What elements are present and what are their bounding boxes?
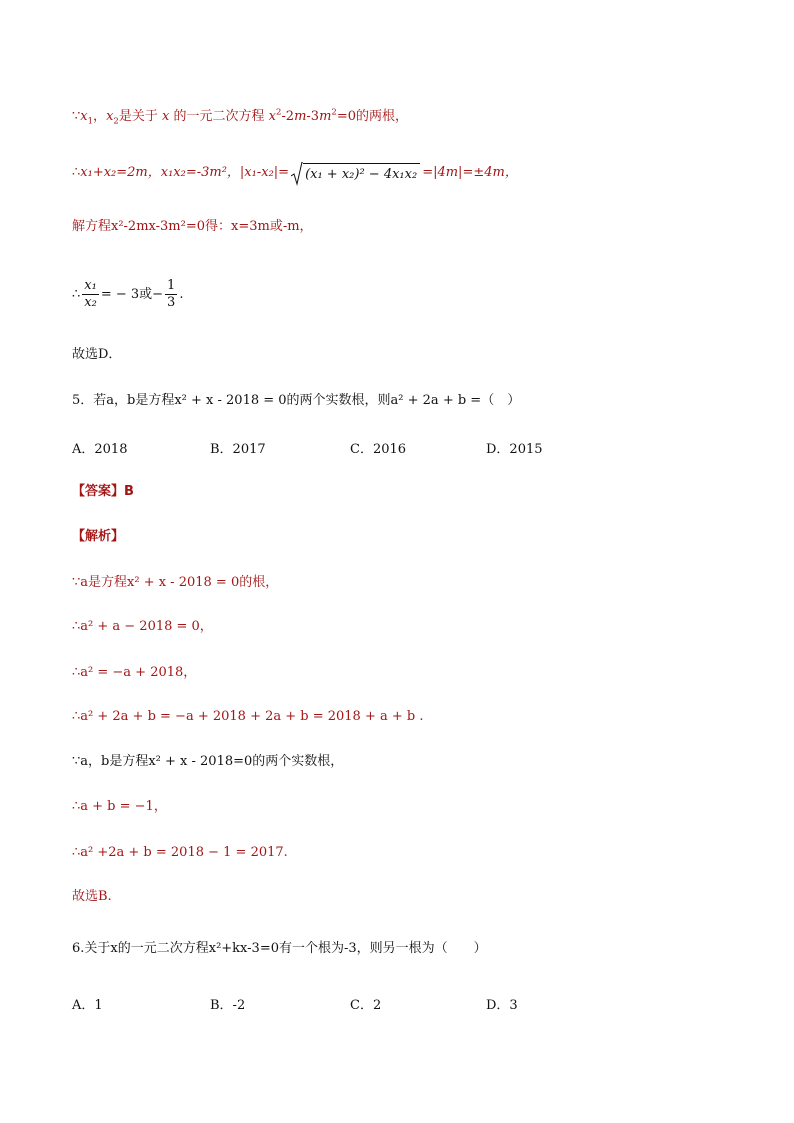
radicand: (x₁ + x₂)² − 4x₁x₂ bbox=[303, 163, 420, 184]
text: 的一元二次方程 bbox=[173, 109, 265, 124]
solution-line-2 bbox=[72, 162, 518, 184]
q5-option-b[interactable]: B．2017 bbox=[210, 442, 266, 457]
fraction-denominator: 3 bbox=[167, 295, 176, 310]
therefore-symbol: ∴ bbox=[72, 165, 81, 180]
step-text: ∴a + b = −1， bbox=[72, 799, 167, 814]
because-symbol: ∵ bbox=[72, 109, 81, 124]
sup-2: 2 bbox=[275, 107, 282, 118]
therefore-symbol: ∴ bbox=[72, 286, 81, 302]
solve-equation-text: 解方程x²-2mx-3m²=0得：x=3m或-m， bbox=[72, 219, 313, 234]
analysis-step-8 bbox=[72, 888, 112, 906]
question-5-stem bbox=[72, 392, 520, 410]
var-x: x bbox=[80, 109, 88, 124]
analysis-step-7 bbox=[72, 844, 288, 862]
q5-option-a[interactable]: A．2018 bbox=[72, 442, 128, 457]
var-x: x bbox=[161, 109, 170, 124]
q5-option-d[interactable]: D．2015 bbox=[486, 442, 543, 457]
analysis-step-4 bbox=[72, 708, 423, 726]
var-x: x bbox=[106, 109, 114, 124]
analysis-step-3 bbox=[72, 664, 196, 682]
fraction-numerator: x₁ bbox=[84, 278, 97, 293]
analysis-step-1 bbox=[72, 574, 278, 592]
step-text: ∴a² = −a + 2018， bbox=[72, 665, 197, 680]
q5-option-c[interactable]: C．2016 bbox=[350, 442, 407, 457]
step-text: ∴a² + 2a + b = −a + 2018 + 2a + b = 2018 + a + b . bbox=[72, 709, 424, 724]
analysis-step-5 bbox=[72, 753, 343, 771]
comma: ， bbox=[93, 109, 107, 124]
fraction-numerator: 1 bbox=[167, 278, 176, 293]
radical-sign-icon bbox=[291, 162, 303, 184]
step-text: ∵a是方程x² + x - 2018 = 0的根， bbox=[72, 575, 279, 590]
question-text: 6.关于x的一元二次方程x²+kx-3=0有一个根为-3，则另一根为（ ） bbox=[72, 941, 487, 956]
sqrt-expression bbox=[291, 162, 420, 184]
sup-2: 2 bbox=[331, 107, 337, 118]
solution-conclusion bbox=[72, 346, 121, 364]
text: -2 bbox=[281, 109, 295, 124]
solution-line-4 bbox=[72, 278, 183, 311]
analysis-title: 【解析】 bbox=[72, 529, 125, 544]
choose-d-text: 故选D． bbox=[72, 347, 122, 362]
question-text: 5．若a，b是方程x² + x - 2018 = 0的两个实数根，则a² + 2a + b =（ ） bbox=[72, 393, 521, 408]
var-x: x bbox=[268, 109, 276, 124]
q6-option-a[interactable]: A．1 bbox=[72, 998, 103, 1013]
ratio-fraction bbox=[82, 278, 99, 311]
q6-option-b[interactable]: B．-2 bbox=[210, 998, 246, 1013]
sub-2: 2 bbox=[113, 116, 119, 127]
analysis-step-6 bbox=[72, 798, 167, 816]
step-text: ∵a，b是方程x² + x - 2018=0的两个实数根， bbox=[72, 754, 344, 769]
vieta-relations: x₁+x₂=2m，x₁x₂=-3m²，|x₁-x₂|= bbox=[80, 165, 290, 180]
one-third-fraction bbox=[165, 278, 177, 311]
text: =0的两根， bbox=[336, 109, 408, 124]
ratio-values: = − 3或− bbox=[100, 286, 164, 302]
var-m: m bbox=[294, 109, 307, 124]
abs-result: =|4m|=±4m， bbox=[422, 165, 518, 180]
text: 是关于 bbox=[118, 109, 158, 124]
question-6-stem bbox=[72, 940, 487, 958]
fraction-denominator: x₂ bbox=[84, 295, 97, 310]
sub-1: 1 bbox=[87, 116, 94, 127]
step-text: ∴a² +2a + b = 2018 − 1 = 2017. bbox=[72, 845, 288, 860]
step-text: ∴a² + a − 2018 = 0， bbox=[72, 619, 213, 634]
q6-option-d[interactable]: D．3 bbox=[486, 998, 518, 1013]
text: -3 bbox=[306, 109, 320, 124]
solution-line-3 bbox=[72, 218, 313, 236]
solution-line-1 bbox=[72, 108, 408, 126]
answer-label: 【答案】B bbox=[72, 484, 134, 499]
step-text: 故选B. bbox=[72, 889, 112, 904]
analysis-step-2 bbox=[72, 618, 213, 636]
var-m: m bbox=[319, 109, 332, 124]
period: . bbox=[179, 286, 184, 302]
q6-option-c[interactable]: C．2 bbox=[350, 998, 382, 1013]
